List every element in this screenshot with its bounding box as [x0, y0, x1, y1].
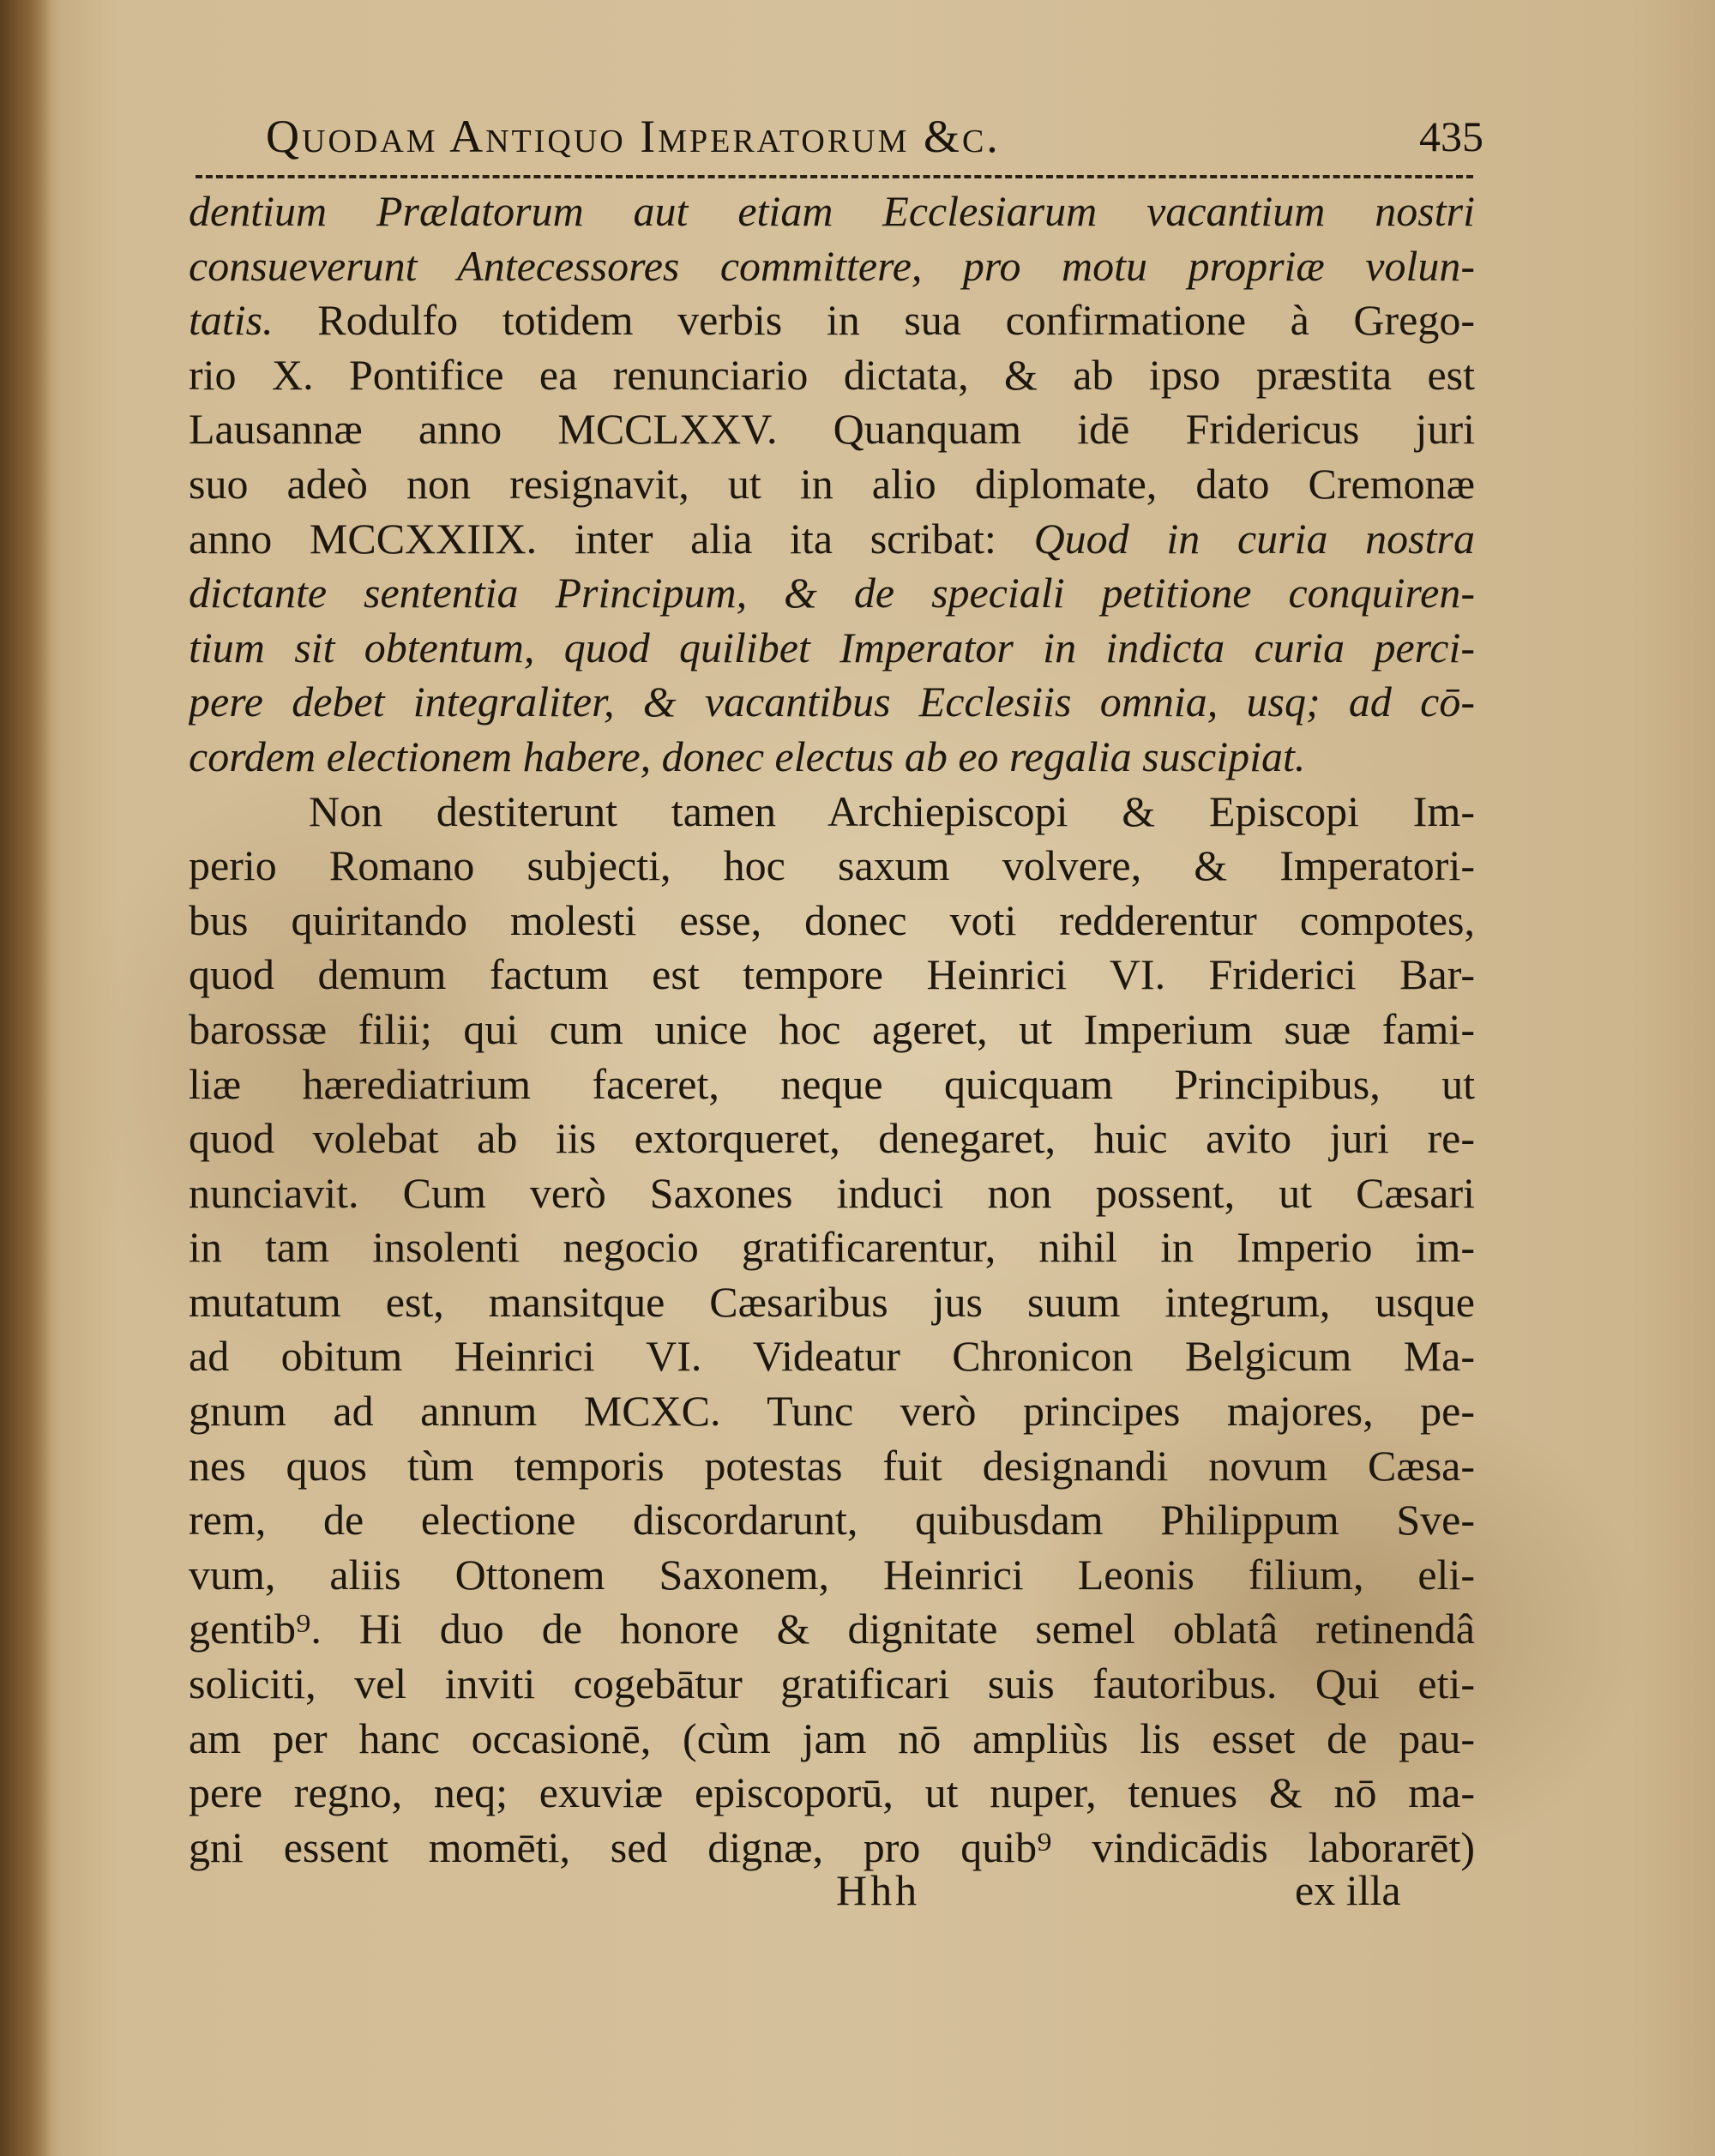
- text-line: ad obitum Heinrici VI. Videatur Chronicon Belgicum Ma-: [189, 1332, 1475, 1381]
- page-header: [266, 110, 1483, 170]
- roman-run: Rodulfo totidem verbis in sua confirmatione à Grego-: [273, 296, 1475, 345]
- text-line: soliciti, vel inviti cogebātur gratificari suis fautoribus. Qui eti-: [189, 1659, 1475, 1708]
- text-line: liæ hærediatrium faceret, neque quicquam Principibus, ut: [189, 1059, 1475, 1108]
- italic-run: Quod in curia nostra: [1033, 514, 1475, 563]
- text-line: mutatum est, mansitque Cæsaribus jus suum integrum, usque: [189, 1277, 1475, 1326]
- text-line: barossæ filii; qui cum unice hoc ageret, ut Imperium suæ fami-: [189, 1004, 1475, 1053]
- text-line: tium sit obtentum, quod quilibet Imperator in indicta curia perci-: [189, 623, 1475, 671]
- text-line: in tam insolenti negocio gratificarentur, nihil in Imperio im-: [189, 1223, 1475, 1272]
- text-line: gentib⁹. Hi duo de honore & dignitate semel oblatâ retinendâ: [189, 1605, 1475, 1653]
- binding-gutter: [0, 0, 51, 2156]
- paragraph-start-line: Non destiterunt tamen Archiepiscopi & Episcopi Im-: [309, 786, 1475, 835]
- text-line: dentium Prælatorum aut etiam Ecclesiarum vacantium nostri: [189, 187, 1475, 235]
- text-line: consueverunt Antecessores committere, pro motu propriæ volun-: [189, 241, 1475, 290]
- text-line: gni essent momēti, sed dignæ, pro quib⁹ vindicādis laborarēt): [189, 1822, 1475, 1871]
- text-line: vum, aliis Ottonem Saxonem, Heinrici Leonis filium, eli-: [189, 1550, 1475, 1599]
- text-line: Lausannæ anno MCCLXXV. Quanquam idē Fridericus juri: [189, 405, 1475, 454]
- text-line: nunciavit. Cum verò Saxones induci non possent, ut Cæsari: [189, 1168, 1475, 1217]
- text-line: am per hanc occasionē, (cùm jam nō ampliùs lis esset de pau-: [189, 1713, 1475, 1762]
- running-title: Quodam Antiquo Imperatorum &c.: [266, 111, 1001, 162]
- signature-mark: Hhh: [836, 1866, 921, 1914]
- text-line: gnum ad annum MCXC. Tunc verò principes majores, pe-: [189, 1387, 1475, 1436]
- text-line: rio X. Pontifice ea renunciario dictata, & ab ipso præstita est: [189, 350, 1475, 399]
- text-line: nes quos tùm temporis potestas fuit designandi novum Cæsa-: [189, 1441, 1475, 1490]
- text-line: dictante sententia Principum, & de speciali petitione conquiren-: [189, 569, 1475, 617]
- text-line: quod demum factum est tempore Heinrici VI. Friderici Bar-: [189, 950, 1475, 999]
- header-rule: [196, 175, 1473, 178]
- text-line: perio Romano subjecti, hoc saxum volvere, & Imperatori-: [189, 841, 1475, 890]
- body-text: [189, 184, 1475, 1875]
- page-number: 435: [1419, 112, 1483, 160]
- text-line: suo adeò non resignavit, ut in alio diplomate, dato Cremonæ: [189, 459, 1475, 508]
- text-line: rem, de electione discordarunt, quibusdam Philippum Sve-: [189, 1496, 1475, 1545]
- text-line: [189, 293, 1475, 348]
- text-line: pere regno, neq; exuviæ episcoporū, ut nuper, tenues & nō ma-: [189, 1768, 1475, 1817]
- text-line: pere debet integraliter, & vacantibus Ecclesiis omnia, usq; ad cō-: [189, 678, 1475, 726]
- text-line: cordem electionem habere, donec electus ab eo regalia suscipiat.: [189, 732, 1306, 780]
- italic-run: tatis.: [189, 296, 274, 345]
- text-line: [189, 512, 1475, 567]
- text-line: quod volebat ab iis extorqueret, denegaret, huic avito juri re-: [189, 1114, 1475, 1163]
- catchword: ex illa: [1295, 1866, 1401, 1914]
- roman-run: anno MCCXXIIX. inter alia ita scribat:: [189, 514, 1034, 563]
- text-line: bus quiritando molesti esse, donec voti redderentur compotes,: [189, 895, 1475, 944]
